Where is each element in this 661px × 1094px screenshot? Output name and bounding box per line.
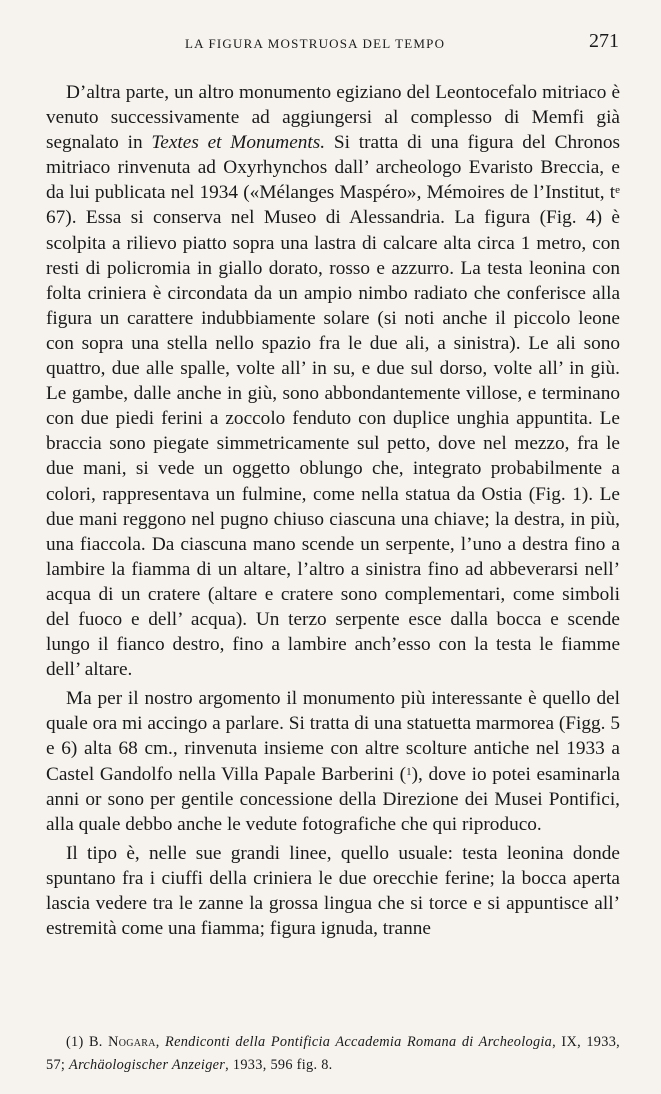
footnote-end: , 1933, 596 fig. 8. [225, 1057, 333, 1073]
footnote-comma: , [155, 1034, 166, 1050]
paragraph-2-part-1: Ma per il nostro argomento il monumento più interessante è quello del quale ora mi accingo a parlare. Si tratta di una statuetta marmorea (Figg. 5 e 6) alta 68 cm., rinvenuta insieme con altre scolture antiche nel 1933 a Castel Gandolfo nella Villa Papale Barberini ( [46, 688, 620, 785]
paragraph-1-part-1: D’altra parte, un altro monumento egiziano del Leontocefalo mitriaco è venuto successivamente ad aggiungersi al complesso di Memfi già segnalato in [46, 82, 620, 154]
paragraph-3: Il tipo è, nelle sue grandi linee, quello usuale: testa leonina donde spuntano fra i ciuffi della criniera le due orecchie ferine; la bocca aperta lascia vedere tra le zanne la grossa lingua che si torce e si appuntisce all’ estremità come una fiamma; figura ignuda, tranne [46, 842, 620, 940]
footnote-title-2: Archäologischer Anzeiger [69, 1057, 226, 1073]
body-text [46, 80, 620, 941]
superscript-e: e [615, 184, 620, 197]
paragraph-2 [46, 686, 620, 837]
footnote [46, 1031, 620, 1077]
footnote-title-1: Rendiconti della Pontificia Accademia Romana di Archeologia [165, 1034, 553, 1050]
cited-work-title: Textes et Monuments. [151, 132, 326, 154]
page-number: 271 [589, 30, 619, 52]
footnote-marker: (1) B. [66, 1034, 109, 1050]
paragraph-2-part-2: ), dove io potei esaminarla anni or sono per gentile concessione della Direzione dei Musei Pontifici, alla quale debbo anche le vedute fotografiche che qui riproduco. [46, 763, 620, 835]
running-title: LA FIGURA MOSTRUOSA DEL TEMPO [185, 36, 446, 51]
paragraph-1-part-2: Si tratta di una figura del Chronos mitriaco rinvenuta ad Oxyrhynchos dall’ archeologo Evaristo Breccia, e da lui publicata nel 1934 («Mélanges Maspéro», Mémoires de l’Institut, t [46, 132, 620, 204]
paragraph-1 [46, 80, 620, 682]
footnote-1 [46, 1031, 620, 1077]
footnote-reference: 1 [406, 765, 412, 778]
page-header [60, 30, 619, 58]
footnote-mid: , IX, 1933, 57; [46, 1034, 621, 1073]
paragraph-1-part-3: 67). Essa si conserva nel Museo di Alessandria. La figura (Fig. 4) è scolpita a rilievo piatto sopra una lastra di calcare alta circa 1 metro, con resti di policromia in giallo dorato, rosso e azzurro. La testa leonina con folta criniera è circondata da un ampio nimbo radiato che conferisce alla figura un carattere indubbiamente solare (si noti anche il piccolo leone con sopra una stella nello spazio fra le due ali, a sinistra). Le ali sono quattro, due alle spalle, volte all’ in su, e due sul dorso, volte all’ in giù. Le gambe, dalle anche in giù, sono abbondantemente villose, e terminano con due piedi ferini a zoccolo fenduto con duplice unghia appuntita. Le braccia sono piegate simmetricamente sul petto, dove nel mezzo, fra le due mani, si vede un oggetto oblungo che, integrato probabilmente a colori, rappresentava un fulmine, come nella statua da Ostia (Fig. 1). Le due mani reggono nel pugno chiuso ciascuna una chiave; la destra, in più, una fiaccola. Da ciascuna mano scende un serpente, l’uno a destra fino a lambire la fiamma di un altare, l’altro a sinistra fino ad abbeverarsi nell’ acqua di un cratere (altare e cratere sono complementari, come simboli del fuoco e dell’ acqua). Un terzo serpente esce dalla bocca e scende lungo il fianco destro, fino a lambire anch’esso con la testa le fiamme dell’ altare. [46, 207, 620, 681]
footnote-author: Nogara [108, 1034, 156, 1050]
